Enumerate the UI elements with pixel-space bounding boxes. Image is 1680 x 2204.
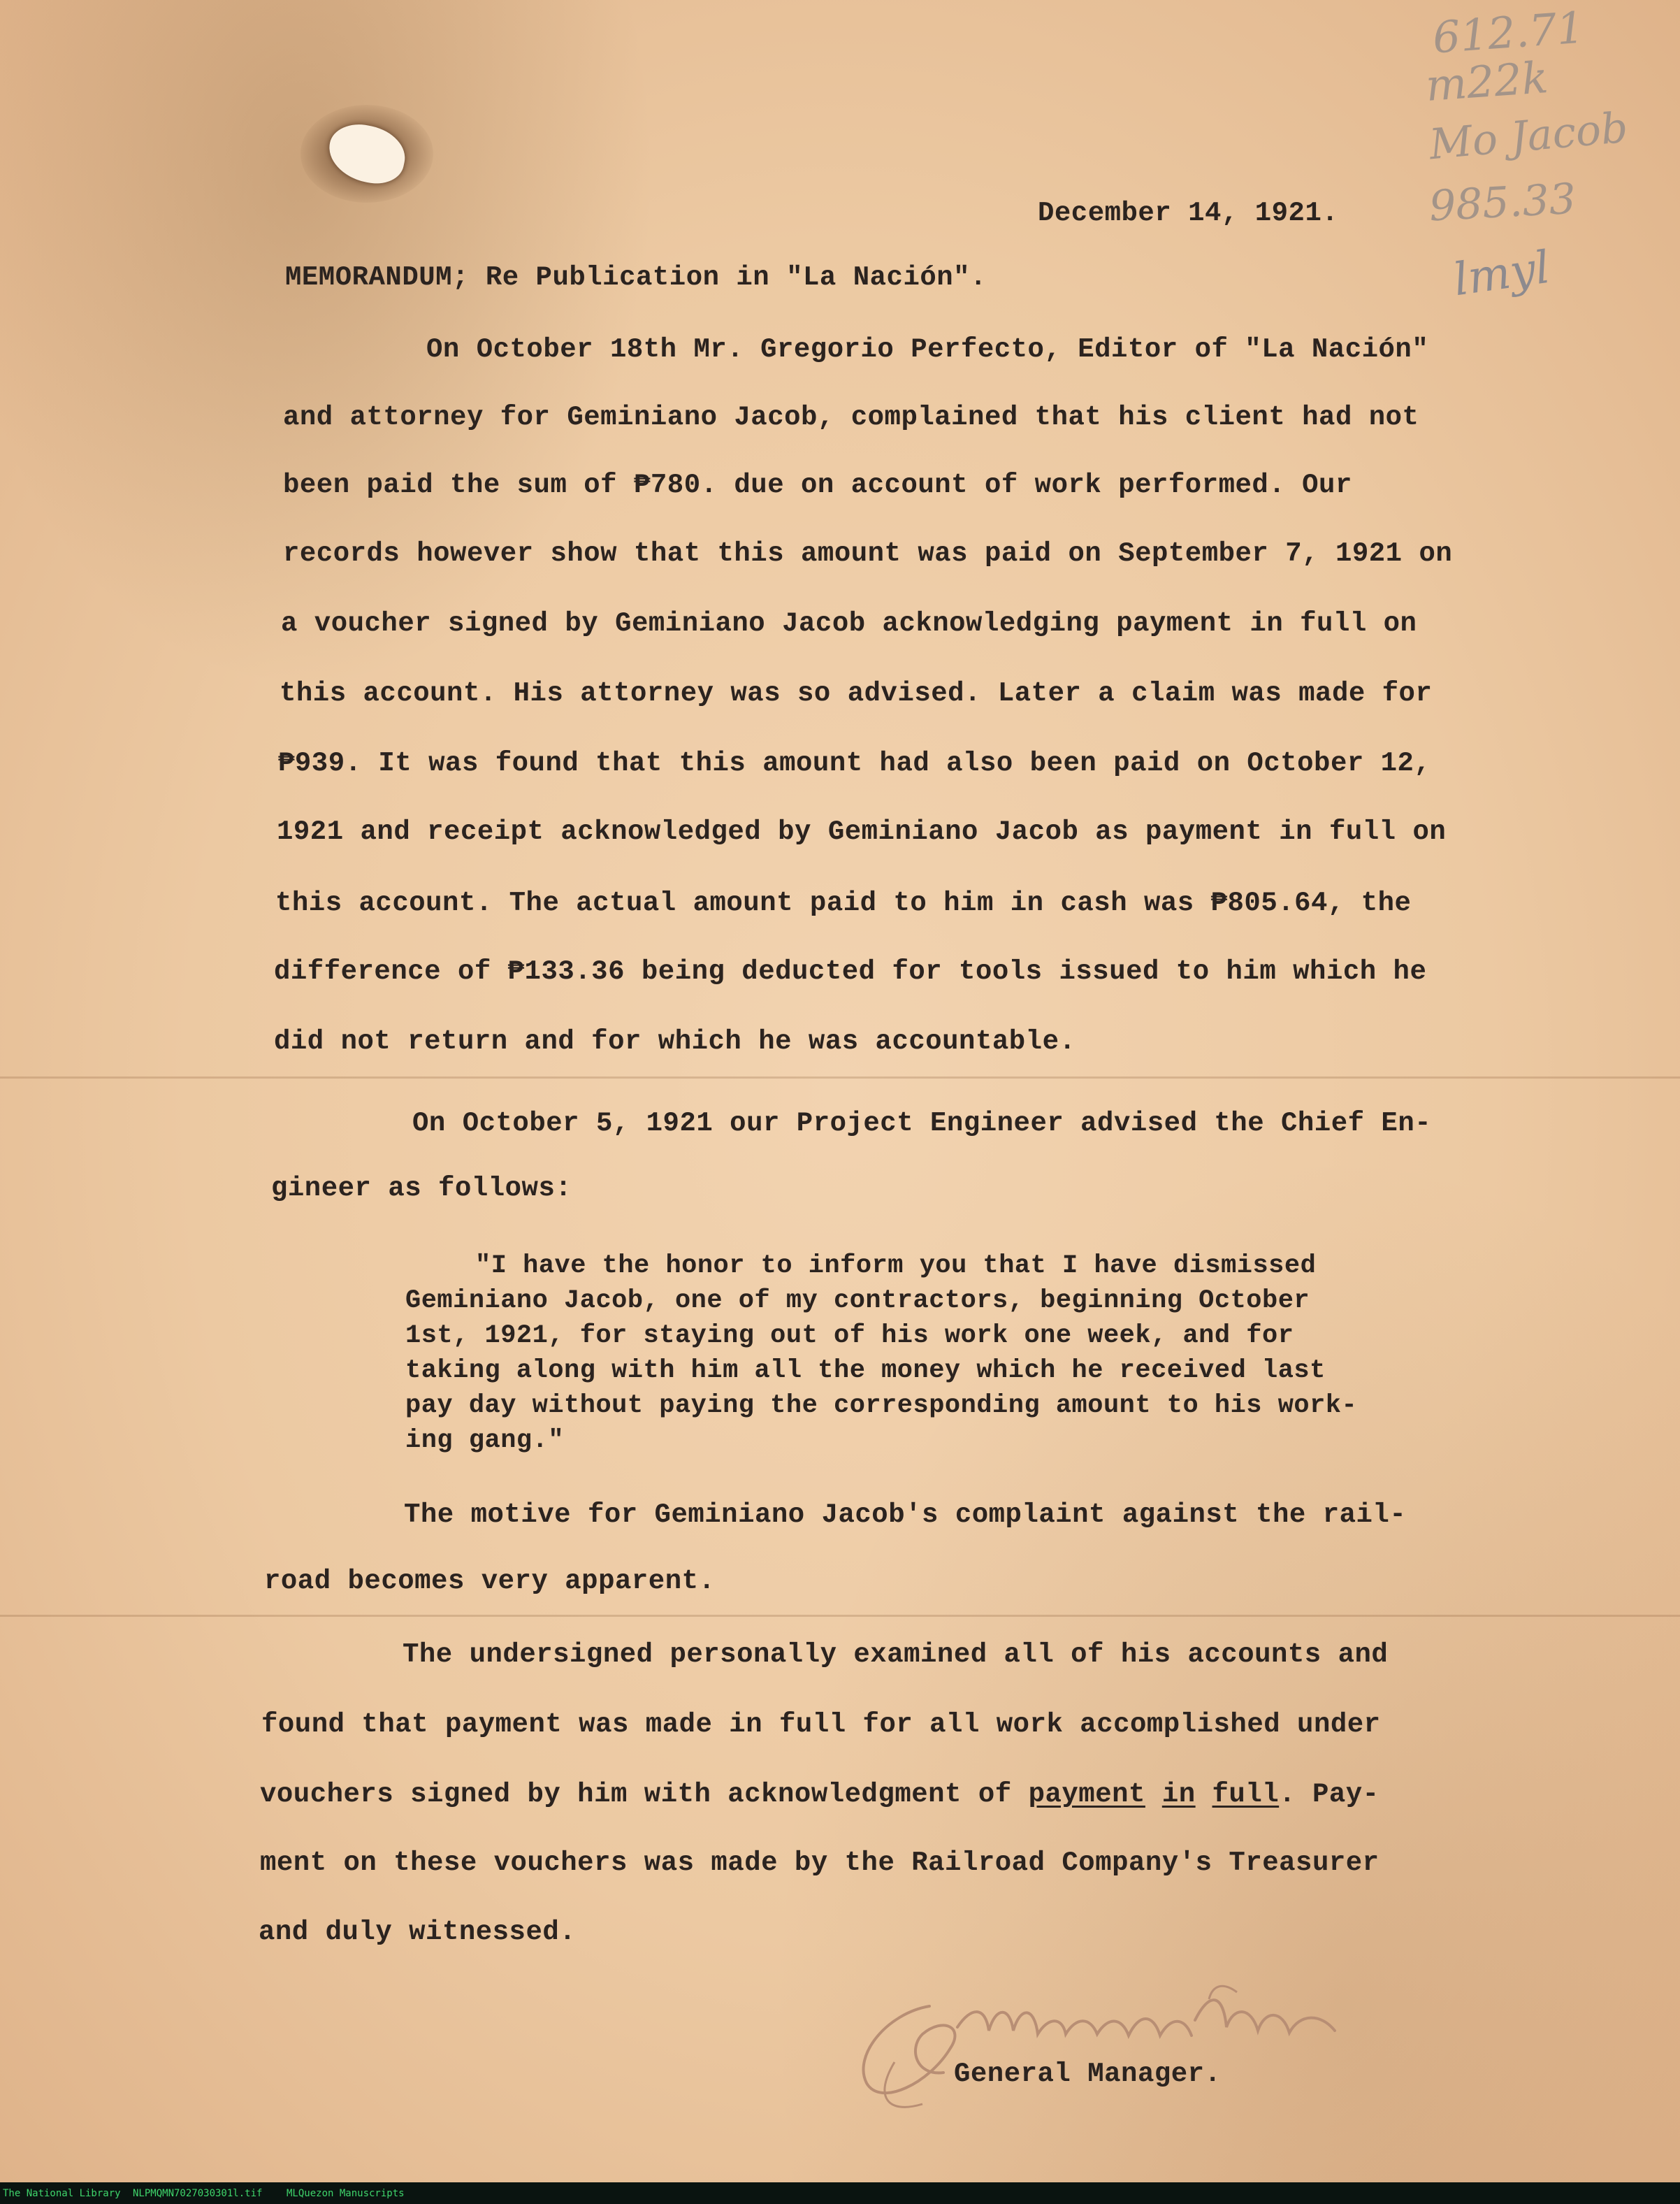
text-line: been paid the sum of ₱780. due on account of work performed. Our: [283, 470, 1352, 500]
text-line: 1921 and receipt acknowledged by Geminiano Jacob as payment in full on: [277, 816, 1447, 847]
text-line: gineer as follows:: [271, 1173, 572, 1204]
quote-line: "I have the honor to inform you that I have dismissed: [475, 1251, 1317, 1281]
text-line: road becomes very apparent.: [264, 1566, 716, 1597]
text-line: difference of ₱133.36 being deducted for tools issued to him which he: [274, 956, 1427, 987]
text-line: The undersigned personally examined all of his accounts and: [403, 1639, 1389, 1670]
text-line: On October 18th Mr. Gregorio Perfecto, Editor of "La Nación": [426, 334, 1429, 365]
annotation-code: m22k: [1424, 51, 1550, 112]
annotation-initials: lmyl: [1450, 241, 1554, 307]
text-segment: vouchers signed by him with acknowledgment of: [260, 1779, 1029, 1810]
quote-line: 1st, 1921, for staying out of his work one week, and for: [405, 1321, 1294, 1351]
text-line: records however show that this amount was paid on September 7, 1921 on: [283, 538, 1453, 569]
text-line: ment on these vouchers was made by the Railroad Company's Treasurer: [260, 1848, 1380, 1878]
footer-file: NLPMQMN7027030301l.tif: [133, 2188, 263, 2199]
text-line: and attorney for Geminiano Jacob, complained that his client had not: [283, 402, 1419, 433]
footer-collection: MLQuezon Manuscripts: [287, 2188, 405, 2199]
text-line: did not return and for which he was accountable.: [274, 1026, 1076, 1057]
quote-line: taking along with him all the money which he received last: [405, 1356, 1326, 1385]
annotation-call-number: 612.71: [1431, 1, 1586, 64]
scan-footer: [0, 2182, 1680, 2204]
underlined-text: full: [1212, 1779, 1280, 1810]
text-segment: . Pay-: [1279, 1779, 1380, 1810]
quote-line: ing gang.": [405, 1426, 565, 1455]
signature-title: General Manager.: [954, 2059, 1222, 2089]
footer-library: The National Library: [3, 2188, 121, 2199]
fold-line: [0, 1076, 1680, 1079]
memo-heading: MEMORANDUM; Re Publication in "La Nación".: [285, 262, 987, 293]
quote-line: pay day without paying the corresponding amount to his work-: [405, 1391, 1358, 1420]
text-line: this account. The actual amount paid to him in cash was ₱805.64, the: [275, 888, 1412, 919]
text-line: a voucher signed by Geminiano Jacob acknowledging payment in full on: [281, 608, 1417, 639]
memo-date: December 14, 1921.: [1038, 198, 1339, 229]
text-line: On October 5, 1921 our Project Engineer advised the Chief En-: [412, 1108, 1432, 1139]
text-line: this account. His attorney was so advised. Later a claim was made for: [280, 678, 1433, 709]
underlined-text: in: [1161, 1779, 1196, 1810]
text-line: ₱939. It was found that this amount had also been paid on October 12,: [278, 748, 1431, 779]
quote-line: Geminiano Jacob, one of my contractors, beginning October: [405, 1286, 1310, 1316]
text-line: [260, 1779, 1380, 1810]
annotation-number: 985.33: [1428, 174, 1577, 231]
text-line: and duly witnessed.: [259, 1917, 577, 1947]
underlined-text: payment: [1028, 1779, 1145, 1810]
handwritten-signature: [846, 1978, 1377, 2118]
text-line: The motive for Geminiano Jacob's complaint against the rail-: [404, 1499, 1407, 1530]
annotation-name: Mo Jacob: [1427, 103, 1630, 170]
text-line: found that payment was made in full for all work accomplished under: [261, 1709, 1381, 1740]
fold-line: [0, 1615, 1680, 1617]
